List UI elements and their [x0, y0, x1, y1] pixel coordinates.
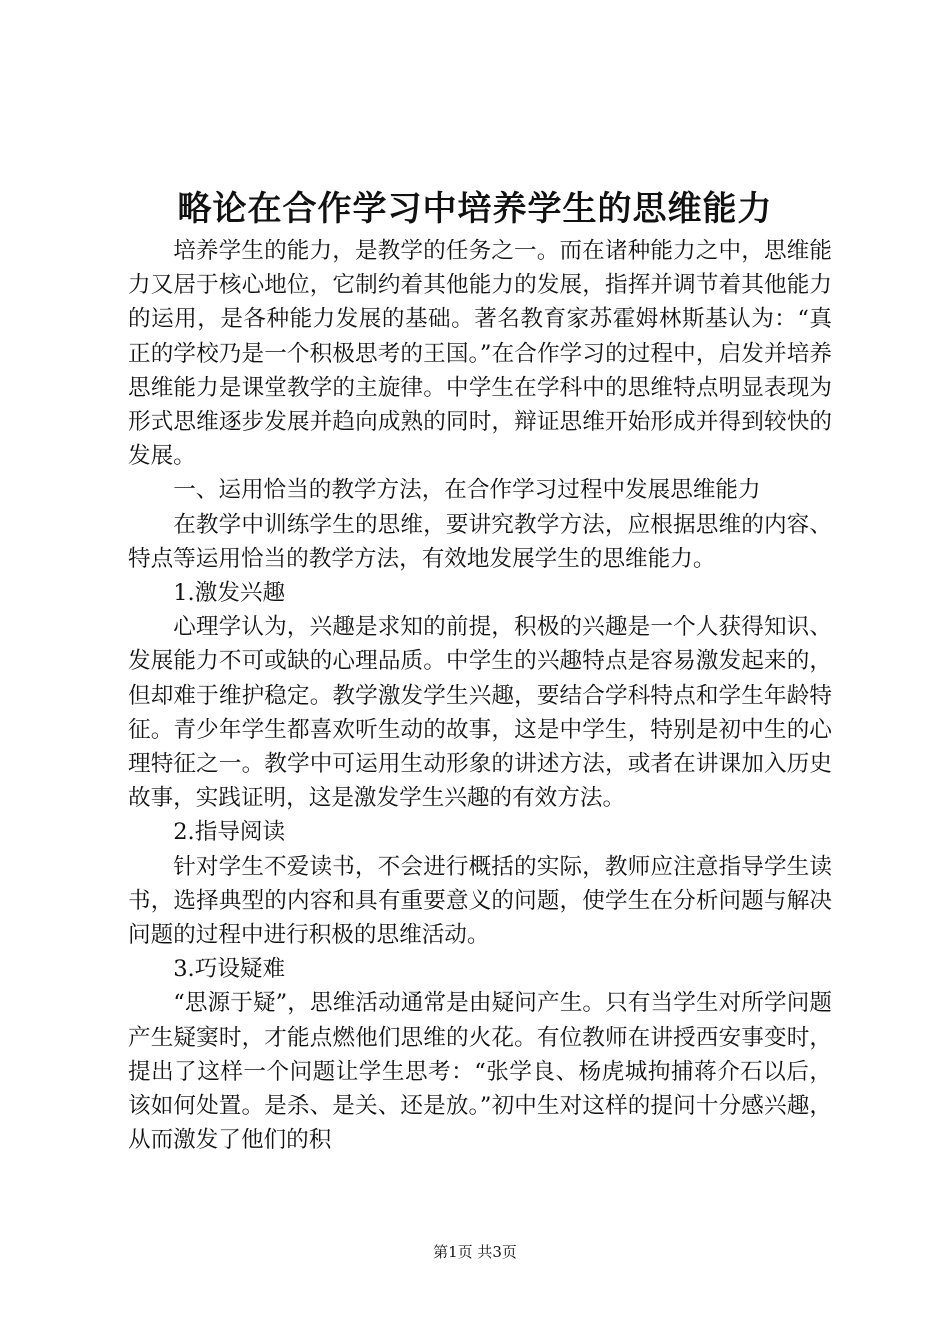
paragraph-questions: “思源于疑”，思维活动通常是由疑问产生。只有当学生对所学问题产生疑窦时，才能点燃他们思维的火花。有位教师在讲授西安事变时，提出了这样一个问题让学生思考：“张学良、杨虎城拘捕蒋介石以后，该如何处置。是杀、是关、还是放。”初中生对这样的提问十分感兴趣，从而激发了他们的积	[128, 990, 832, 1154]
document-title: 略论在合作学习中培养学生的思维能力	[177, 189, 773, 229]
subheading-questions: 3.巧设疑难	[173, 956, 286, 983]
page-number-footer: 第1页 共3页	[433, 1243, 517, 1261]
subheading-reading: 2.指导阅读	[173, 819, 286, 846]
document-body	[128, 234, 832, 1157]
paragraph-intro: 培养学生的能力，是教学的任务之一。而在诸种能力之中，思维能力又居于核心地位，它制约着其他能力的发展，指挥并调节着其他能力的运用，是各种能力发展的基础。著名教育家苏霍姆林斯基认为：“真正的学校乃是一个积极思考的王国。”在合作学习的过程中，启发并培养思维能力是课堂教学的主旋律。中学生在学科中的思维特点明显表现为形式思维逐步发展并趋向成熟的同时，辩证思维开始形成并得到较快的发展。	[128, 238, 832, 470]
section-heading-1: 一、运用恰当的教学方法，在合作学习过程中发展思维能力	[173, 477, 761, 504]
paragraph-reading: 针对学生不爱读书，不会进行概括的实际，教师应注意指导学生读书，选择典型的内容和具有重要意义的问题，使学生在分析问题与解决问题的过程中进行积极的思维活动。	[128, 853, 832, 949]
paragraph-section-1: 在教学中训练学生的思维，要讲究教学方法，应根据思维的内容、特点等运用恰当的教学方法，有效地发展学生的思维能力。	[128, 511, 832, 572]
paragraph-interest: 心理学认为，兴趣是求知的前提，积极的兴趣是一个人获得知识、发展能力不可或缺的心理品质。中学生的兴趣特点是容易激发起来的，但却难于维护稳定。教学激发学生兴趣，要结合学科特点和学生年龄特征。青少年学生都喜欢听生动的故事，这是中学生，特别是初中生的心理特征之一。教学中可运用生动形象的讲述方法，或者在讲课加入历史故事，实践证明，这是激发学生兴趣的有效方法。	[128, 614, 832, 812]
subheading-interest: 1.激发兴趣	[173, 580, 286, 607]
